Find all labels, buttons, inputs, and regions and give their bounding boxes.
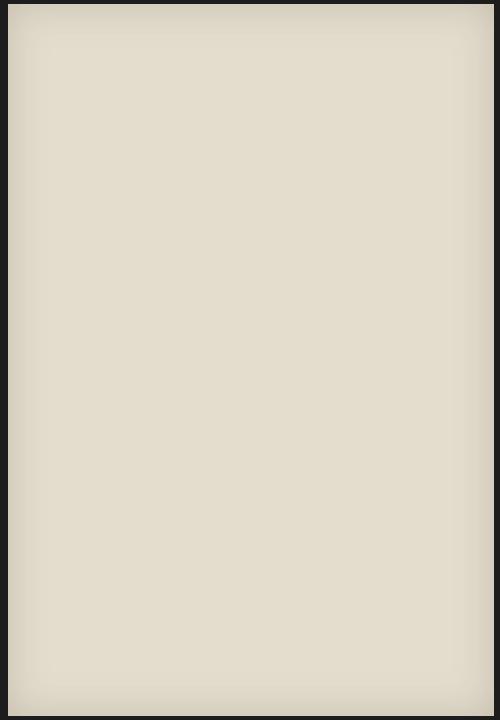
lower-text-block: [18, 350, 486, 676]
upper-text-block: [18, 16, 486, 342]
book-page: [8, 4, 494, 716]
